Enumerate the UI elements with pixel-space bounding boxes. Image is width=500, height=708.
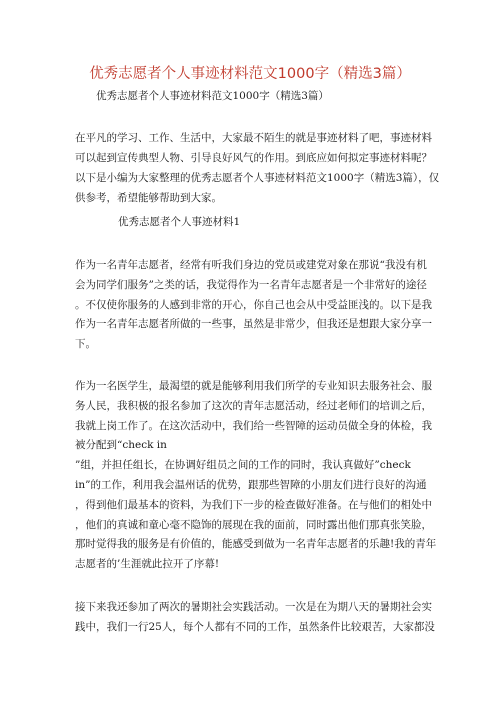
paragraph-line: 践中，我们一行25人，每个人都有不同的工作，虽然条件比较艰苦，大家都没 xyxy=(75,620,435,633)
paragraph-line: 务人民，我积极的报名参加了这次的青年志愿活动，经过老师们的培训之后， xyxy=(75,399,432,412)
paragraph-line: 志愿者的’生涯就此拉开了序幕! xyxy=(75,558,220,571)
paragraph-line: 被分配到“check in xyxy=(75,439,167,452)
body-paragraph-1 xyxy=(75,256,435,355)
paragraph-line: 作为一名医学生，最渴望的就是能够利用我们所学的专业知识去服务社会、服 xyxy=(75,380,432,392)
document-subtitle: 优秀志愿者个人事迹材料范文1000字（精选3篇） xyxy=(96,90,329,102)
paragraph-line: 那时觉得我的服务是有价值的，能感受到做为一名青年志愿者的乐趣!我的青年 xyxy=(75,538,437,551)
paragraph-line: 。不仅使你服务的人感到非常的开心，你自己也会从中受益匪浅的。以下是我 xyxy=(75,298,432,311)
section-heading: 优秀志愿者个人事迹材料1 xyxy=(118,216,241,228)
paragraph-line: 我就上岗工作了。在这次活动中，我们给一些智障的运动员做全身的体检，我 xyxy=(75,419,432,432)
paragraph-line: ，得到他们最基本的资料，为我们下一步的检查做好准备。在与他们的相处中 xyxy=(75,498,432,511)
paragraph-line: ”组，并担任组长，在协调好组员之间的工作的同时，我认真做好”check xyxy=(75,459,411,472)
paragraph-line: 会为同学们服务”之类的话，我觉得作为一名青年志愿者是一个非常好的途径 xyxy=(75,278,427,291)
intro-paragraph xyxy=(75,128,440,208)
document-title: 优秀志愿者个人事迹材料范文1000字（精选3篇） xyxy=(89,66,411,82)
paragraph-line: 以下是小编为大家整理的优秀志愿者个人事迹材料范文1000字（精选3篇），仅 xyxy=(75,172,440,184)
paragraph-line: 供参考，希望能够帮助到大家。 xyxy=(75,192,222,204)
paragraph-line: in”的工作，利用我会温州话的优势，跟那些智障的小朋友们进行良好的沟通 xyxy=(75,478,427,491)
paragraph-line: 在平凡的学习、工作、生活中，大家最不陌生的就是事迹材料了吧，事迹材料 xyxy=(75,132,432,144)
paragraph-line: 下。 xyxy=(75,338,96,351)
paragraph-line: 作为一名青年志愿者，经常有听我们身边的党员或建党对象在那说“我没有机 xyxy=(75,259,427,271)
body-paragraph-3 xyxy=(75,598,435,638)
paragraph-line: 接下来我还参加了两次的暑期社会实践活动。一次是在为期八天的暑期社会实 xyxy=(75,601,432,613)
paragraph-line: 可以起到宣传典型人物、引导良好风气的作用。到底应如何拟定事迹材料呢？ xyxy=(75,152,432,164)
paragraph-line: ，他们的真诚和童心毫不隐饰的展现在我的面前，同时露出他们那真张笑脸， xyxy=(75,518,432,531)
body-paragraph-2 xyxy=(75,377,435,575)
paragraph-line: 作为一名青年志愿者所做的一些事，虽然是非常少，但我还是想跟大家分享一 xyxy=(75,318,432,331)
